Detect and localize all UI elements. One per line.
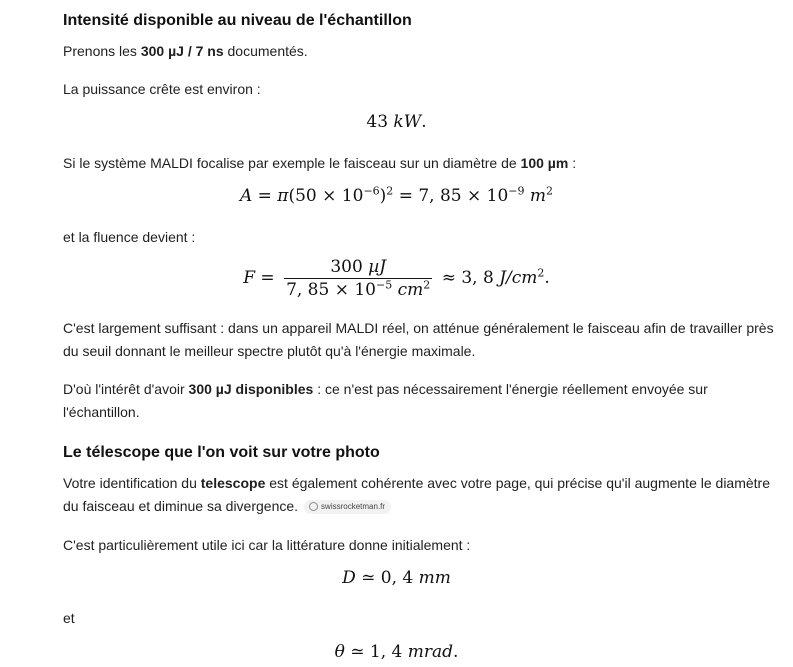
section-heading-telescope [63,441,778,464]
math-exp: 2 [423,278,431,292]
math-value: 43 [366,112,389,132]
math-var: F [243,268,255,288]
paragraph-available [63,378,778,424]
paragraph-and [63,607,778,630]
text: C'est particulièrement utile ici car la littérature donne initialement : [63,537,471,553]
math-expr: ) [379,186,387,206]
math-exp: −5 [376,278,393,292]
text: Prenons les [63,43,141,59]
paragraph-telescope [63,472,778,518]
text: Votre identification du [63,475,201,491]
math-var: A [239,186,253,206]
paragraph-peak-power [63,78,778,101]
bold-text: telescope [200,475,266,491]
math-punct: . [421,112,427,132]
source-label: swissrocketman.fr [321,502,386,512]
text: est également cohérente avec votre page, qui précise qu'il augmente le diamètre du faisceau et diminue sa divergence. [63,475,771,514]
math-expr: ≈ 3, 8 [441,268,494,288]
math-var: θ [334,642,345,662]
math-punct: . [544,268,550,288]
equation-divergence [0,642,793,662]
paragraph-energy [63,40,778,63]
heading-text: Intensité disponible au niveau de l'échantillon [63,12,412,29]
bold-text: 100 µm [520,155,569,171]
math-unit: mrad [407,642,453,662]
paragraph-sufficient [63,317,778,363]
math-expr: = 7, 85 × 10 [393,186,509,206]
bold-text: 300 µJ disponibles [188,381,314,397]
source-citation-chip[interactable] [304,500,391,514]
text: : [568,155,577,171]
math-unit: µJ [368,257,387,277]
math-fraction [284,256,432,301]
text: C'est largement suffisant : dans un appareil MALDI réel, on atténue généralement le faisceau afin de travailler près du seuil donnant le meilleur spectre plutôt qu'à l'énergie maximale. [63,320,774,359]
equation-power [0,112,793,132]
text: Si le système MALDI focalise par exemple le faisceau sur un diamètre de [63,155,521,171]
equation-fluence [0,256,793,301]
text: et [63,610,75,626]
math-exp: −9 [508,184,525,198]
text: documentés. [223,43,308,59]
math-exp: 2 [537,266,545,280]
math-unit: J/cm [499,268,538,288]
math-unit: kW [393,112,422,132]
math-exp: 2 [546,184,554,198]
math-punct: . [453,642,459,662]
math-var: D [342,568,356,588]
paragraph-focus [63,152,778,175]
math-value: 300 [330,257,363,277]
math-const: π [277,186,289,206]
math-unit: mm [418,568,451,588]
heading-text: Le télescope que l'on voit sur votre photo [63,444,380,461]
fraction-numerator [284,256,432,279]
paragraph-literature [63,534,778,557]
fraction-denominator [284,279,432,301]
math-expr: ≃ 0, 4 [361,568,414,588]
math-op: = [260,268,275,288]
math-value: 7, 85 × 10 [286,280,377,300]
section-heading-intensity [63,9,778,32]
text: et la fluence devient : [63,229,196,245]
bold-text: 300 µJ / 7 ns [140,43,224,59]
text: D'où l'intérêt d'avoir [63,381,189,397]
math-expr: ≃ 1, 4 [350,642,403,662]
math-unit: cm [397,280,424,300]
text: La puissance crête est environ : [63,81,261,97]
math-exp: −6 [363,184,380,198]
math-unit: m [529,186,547,206]
globe-icon [309,502,318,511]
text: : ce n'est pas nécessairement l'énergie réellement envoyée sur l'échantillon. [63,381,708,420]
equation-diameter [0,568,793,588]
paragraph-fluence-intro [63,226,778,249]
math-expr: (50 × 10 [288,186,364,206]
math-op: = [257,186,272,206]
math-exp: 2 [386,184,394,198]
equation-area [0,186,793,206]
